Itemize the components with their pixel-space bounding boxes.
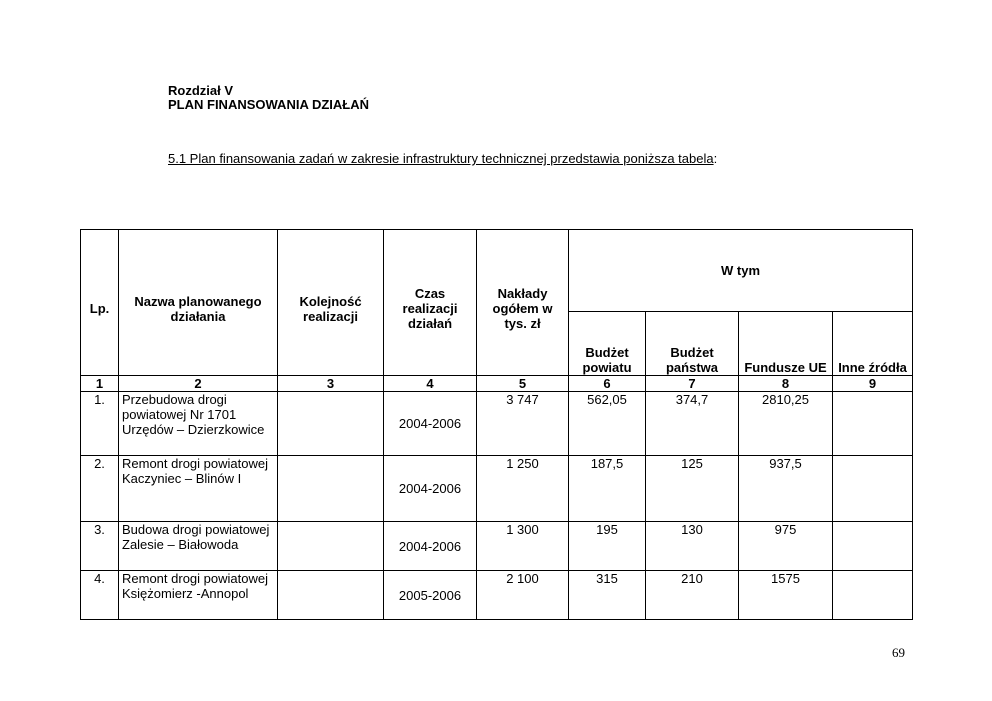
cell-fundusze-ue: 937,5 [739,456,833,522]
header-fundusze-ue: Fundusze UE [739,312,833,376]
column-number-row [81,376,913,392]
cell-lp: 1. [81,392,119,456]
cell-lp: 4. [81,571,119,620]
cell-inne [833,456,913,522]
cell-naklady: 3 747 [477,392,569,456]
cell-budzet-powiatu: 187,5 [569,456,646,522]
header-kolejnosc: Kolejność realizacji [278,230,384,376]
cell-budzet-powiatu: 562,05 [569,392,646,456]
cell-kolejnosc [278,571,384,620]
cell-budzet-panstwa: 374,7 [646,392,739,456]
cell-nazwa: Budowa drogi powiatowej Zalesie – Białowoda [119,522,278,571]
cell-nazwa: Remont drogi powiatowej Kaczyniec – Blinów I [119,456,278,522]
header-inne-zrodla: Inne źródła [833,312,913,376]
column-number: 5 [477,376,569,392]
cell-inne [833,571,913,620]
header-lp: Lp. [81,230,119,376]
cell-budzet-powiatu: 315 [569,571,646,620]
cell-kolejnosc [278,392,384,456]
cell-czas: 2004-2006 [384,456,477,522]
table-row [81,392,913,456]
cell-czas: 2004-2006 [384,392,477,456]
column-number: 4 [384,376,477,392]
intro-text: 5.1 Plan finansowania zadań w zakresie infrastruktury technicznej przedstawia poniższa tabela [168,151,714,166]
cell-budzet-powiatu: 195 [569,522,646,571]
column-number: 9 [833,376,913,392]
cell-naklady: 1 300 [477,522,569,571]
column-number: 3 [278,376,384,392]
column-number: 6 [569,376,646,392]
cell-czas: 2005-2006 [384,571,477,620]
financing-table [80,229,913,620]
cell-budzet-panstwa: 210 [646,571,739,620]
chapter-number: Rozdział V [168,83,234,98]
cell-nazwa: Przebudowa drogi powiatowej Nr 1701 Urzędów – Dzierzkowice [119,392,278,456]
table-row [81,456,913,522]
column-number: 7 [646,376,739,392]
header-nazwa: Nazwa planowanego działania [119,230,278,376]
column-number: 2 [119,376,278,392]
page-number: 69 [892,645,905,660]
chapter-title: PLAN FINANSOWANIA DZIAŁAŃ [168,97,370,112]
cell-inne [833,522,913,571]
cell-fundusze-ue: 1575 [739,571,833,620]
chapter-heading [168,84,369,112]
cell-inne [833,392,913,456]
intro-suffix: : [713,151,718,166]
cell-budzet-panstwa: 125 [646,456,739,522]
cell-czas: 2004-2006 [384,522,477,571]
cell-fundusze-ue: 975 [739,522,833,571]
header-czas: Czas realizacji działań [384,230,477,376]
cell-naklady: 1 250 [477,456,569,522]
cell-kolejnosc [278,456,384,522]
header-budzet-panstwa: Budżet państwa [646,312,739,376]
column-number: 8 [739,376,833,392]
cell-nazwa: Remont drogi powiatowej Księżomierz -Annopol [119,571,278,620]
column-number: 1 [81,376,119,392]
cell-lp: 3. [81,522,119,571]
intro-paragraph [168,151,717,166]
table-row [81,522,913,571]
cell-fundusze-ue: 2810,25 [739,392,833,456]
cell-naklady: 2 100 [477,571,569,620]
header-w-tym: W tym [569,230,913,312]
cell-kolejnosc [278,522,384,571]
cell-lp: 2. [81,456,119,522]
header-budzet-powiatu: Budżet powiatu [569,312,646,376]
table-row [81,571,913,620]
cell-budzet-panstwa: 130 [646,522,739,571]
header-naklady: Nakłady ogółem w tys. zł [477,230,569,376]
